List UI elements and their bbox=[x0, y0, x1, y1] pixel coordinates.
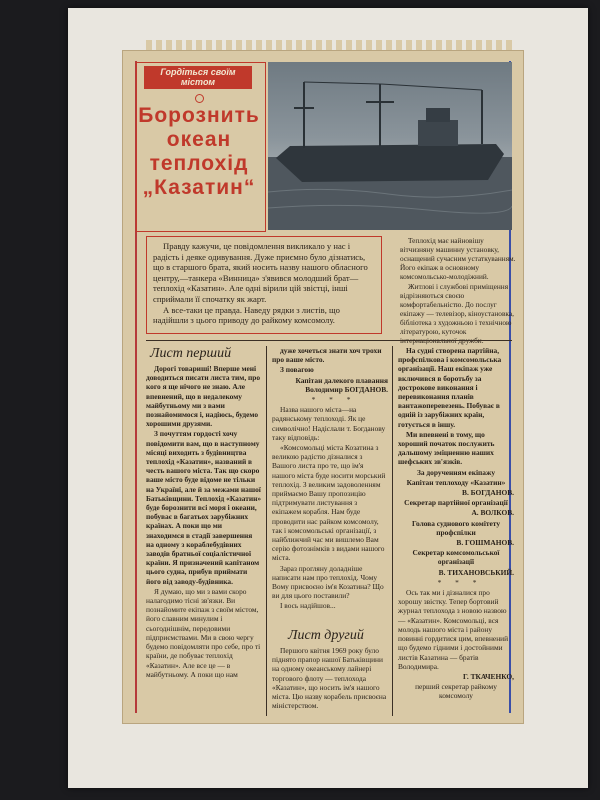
body-paragraph: З почуттям гордості хочу повідомити вам, що в наступному місяці виходить з будівництва теплохід «Казатин», названий в честь вашого міста. Так що скоро ваше місто буде відоме не тільки на Україні, але й за межами нашої Батьківщини. Теплохід «Казатин» буде борознити всі моря і океани, побуває в багатьох зарубіжних країнах. А поки що ми знаходимся в стадії завершення на одному з кораблебудівних заводів братньої соціалістичної країни. Я призначений капітаном цього судна, прибув приймати його від заводу-будівника. bbox=[146, 429, 262, 586]
signature-line: Секретар комсомольської організації bbox=[412, 548, 500, 567]
body-paragraph: Дорогі товариші! Вперше мені доводиться писати листа тим, про кого я ще нічого не знаю. Але впевнений, що в недалекому майбутньому ми з вами познайомимося і, надіюсь, будемо хорошими друзями. bbox=[146, 364, 261, 429]
headline-line-3: теплохід bbox=[149, 152, 249, 175]
separator-stars: * * * bbox=[311, 395, 357, 405]
middle-column bbox=[272, 346, 388, 612]
intro-paragraph: А все-таки це правда. Наведу рядки з листів, що надійшли з цього приводу до райкому комсомолу. bbox=[153, 304, 340, 326]
headline-line-1: Борознить bbox=[138, 104, 260, 127]
body-paragraph: Я думаю, що ми з вами скоро налагодимо тісні зв'язки. Ви познайомите екіпаж з своїм містом, його славним минулим і сьогоднішнім, передовими підприємствами. Ми в свою чергу будемо повідомляти про себе, про ті країни, де побуває теплохід «Казатин». Але все це — в майбутньому. А поки що нам bbox=[146, 586, 261, 679]
headline-line-4: „Казатин“ bbox=[142, 176, 256, 199]
signature-line: Секретар партійної організації bbox=[404, 498, 508, 508]
section-divider bbox=[146, 340, 512, 341]
letter-two-title: Лист другий bbox=[288, 628, 364, 643]
signature: В. ГОШМАНОВ. bbox=[456, 538, 514, 548]
body-paragraph: Першого квітня 1969 року було піднято прапор нашої Батьківщини на одному океанському лайнері торгового флоту — теплохода «Казатин», що носить ім'я нашого міста. Цю назву корабель присвоєна міністерством. bbox=[272, 646, 387, 711]
body-paragraph: З повагою bbox=[280, 365, 314, 375]
body-paragraph: Назва нашого міста—на радянському теплоході. Як це символічно! Надіслали т. Богданову таку відповідь: bbox=[272, 405, 386, 442]
column-divider bbox=[266, 346, 267, 716]
body-paragraph: «Комсомольці міста Козатина з великою радістю дізналися з Вашого листа про те, що ім'я нашого міста буде носити морський теплохід. З великим задоволенням приймаємо Вашу пропозицію підтримувати листування з екіпажем корабля. Нам буде проводити нас райком комсомолу, так і комсомольські організації, з найближчий час ми вишлемо Вам серію фотознімків з видами нашого міста. bbox=[272, 443, 386, 563]
body-paragraph: Житлові і службові приміщення відрізняються своєю комфортабельністю. До послуг екіпажу — телевізор, кіноустановка, бібліотека з художньою і технічною літературою, куточок bbox=[400, 282, 514, 336]
right-top-column bbox=[400, 236, 516, 336]
body-paragraph: дуже хочеться знати хоч трохи про ваше місто. bbox=[272, 346, 382, 365]
letter-two-column bbox=[272, 646, 388, 711]
signature-line: За дорученням екіпажу bbox=[416, 467, 496, 477]
body-paragraph: Зараз прогляну доладніше написати нам про теплохід. Чому Вому присвоєно ім'я Козатина? Що ви для цього поставили? bbox=[272, 563, 384, 601]
headline bbox=[138, 104, 260, 200]
intro-box bbox=[146, 236, 382, 334]
bullet-ornament bbox=[195, 94, 204, 103]
signature-line: Капітан теплоходу «Казатин» bbox=[406, 477, 506, 487]
column-divider bbox=[392, 346, 393, 716]
signature: Г. ТКАЧЕНКО, bbox=[463, 671, 514, 681]
body-paragraph: На судні створена партійна, профспілкова і комсомольська організації. Наш екіпаж уже включився в боротьбу за дострокове виконання і перевиконання планів вантажоперевезень. Побуває в одній із зарубіжних країн, готується в іншу. bbox=[398, 346, 502, 429]
signature: В. БОГДАНОВ. bbox=[462, 488, 514, 498]
letter-one-title: Лист перший bbox=[150, 346, 232, 361]
body-paragraph: І вось надійшов... bbox=[280, 601, 336, 611]
signature: Капітан далекого плавання Володимир БОГДАНОВ. bbox=[295, 375, 388, 394]
signature-line: перший секретар райкому комсомолу bbox=[415, 682, 497, 701]
kicker-line-1: Гордіться своїм bbox=[160, 67, 236, 77]
body-paragraph: Ось так ми і дізналися про хорошу звістку. Тепер бортовий журнал теплохода з новою назвою — «Казатин». Комсомольці, вся молодь нашого міста і району повинні гордитися цим, впевнений що будемо гідними і достойними листів Казатина — братів Володимира. bbox=[398, 588, 509, 671]
right-column bbox=[398, 346, 514, 702]
headline-line-2: океан bbox=[166, 128, 232, 151]
signature: В. ТИХАНОВСЬКИЙ. bbox=[438, 567, 514, 577]
ship-photo bbox=[268, 62, 512, 230]
signature: А. ВОЛКОВ. bbox=[471, 508, 514, 518]
kicker-line-2: містом bbox=[180, 77, 216, 87]
signature-line: Голова суднового комітету профспілки bbox=[411, 518, 501, 537]
body-paragraph: Теплохід має найновішу вітчизняну машинну установку, оснащений сучасним устаткуванням. Його екіпаж в основному комсомольсько-молодіжний. bbox=[400, 236, 516, 281]
intro-paragraph: Правду кажучи, це повідомлення викликало у нас і радість і деяке одивування. Дуже приємно було дізнатись, що в старшого брата, який носить назву нашого обласного центру,—танкера «Винница» з'явився молодший брат—теплохід «Казатин». Але одні вірили цій звістці, інші сприймали її спочатку як жарт. bbox=[153, 241, 368, 304]
body-paragraph: Ми впевнені в тому, що хороший початок послужить дальшому зміцненню наших шефських зв'язків. bbox=[398, 429, 495, 467]
kicker-banner bbox=[144, 66, 252, 89]
letter-one-column bbox=[146, 364, 262, 680]
separator-stars: * * * bbox=[437, 577, 483, 587]
ship-illustration bbox=[268, 62, 512, 230]
